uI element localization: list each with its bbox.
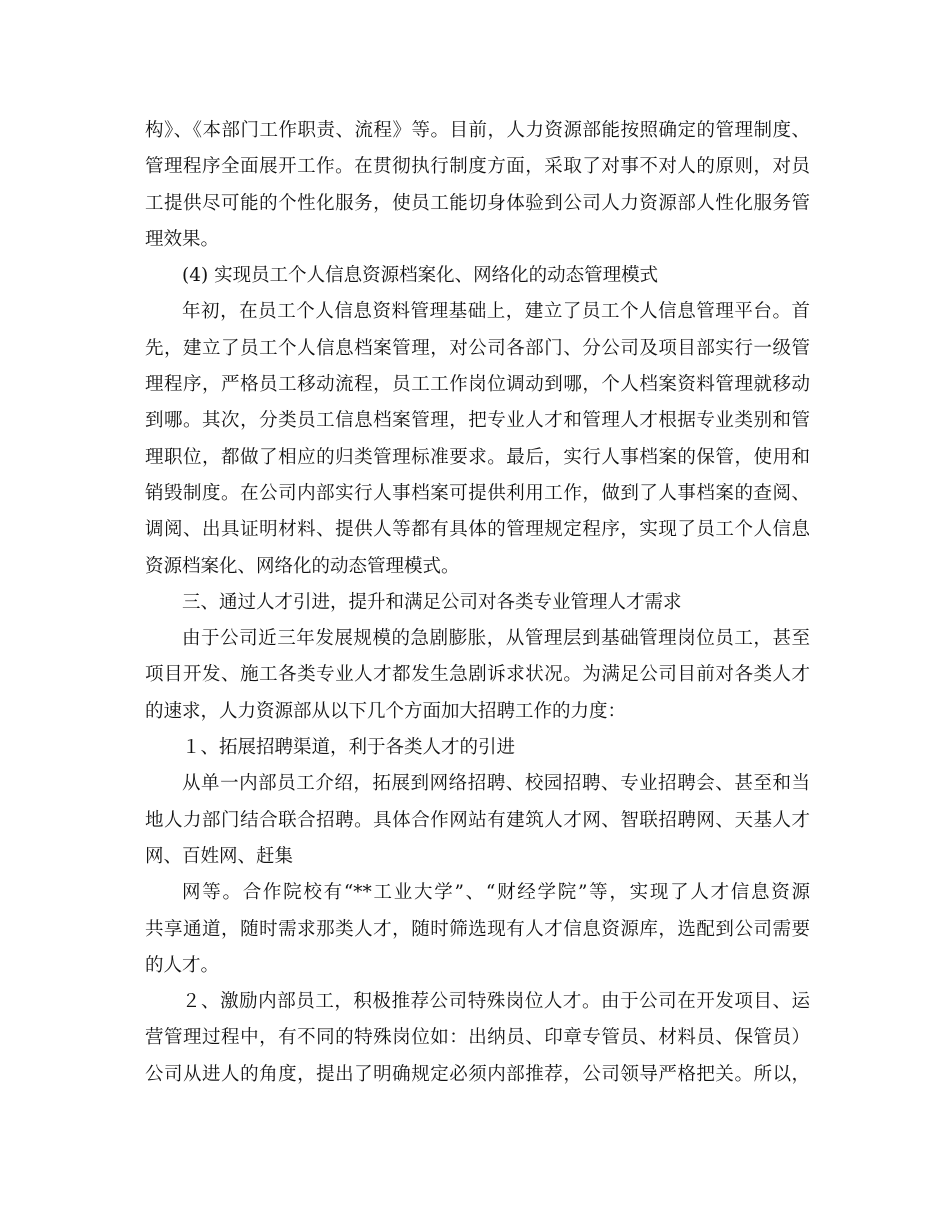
text-line: 由于公司近三年发展规模的急剧膨胀，从管理层到基础管理岗位员工，甚至: [182, 628, 810, 650]
text-line: (4) 实现员工个人信息资源档案化、网络化的动态管理模式: [182, 265, 659, 287]
text-line: 网等。合作院校有“**工业大学”、“财经学院”等，实现了人才信息资源: [182, 882, 810, 904]
text-line: ２、激励内部员工，积极推荐公司特殊岗位人才。由于公司在开发项目、运: [182, 991, 810, 1013]
text-line: 调阅、出具证明材料、提供人等都有具体的管理规定程序，实现了员工个人信息: [145, 519, 810, 541]
text-line: 理职位，都做了相应的归类管理标准要求。最后，实行人事档案的保管，使用和: [145, 446, 810, 468]
text-line: 网、百姓网、赶集: [145, 845, 294, 867]
document-body: [145, 113, 810, 1093]
text-line: 从单一内部员工介绍，拓展到网络招聘、校园招聘、专业招聘会、甚至和当: [182, 773, 810, 795]
text-line: 理效果。: [145, 228, 220, 250]
text-line: 公司从进人的角度，提出了明确规定必须内部推荐，公司领导严格把关。所以，: [145, 1063, 810, 1085]
text-line: 先，建立了员工个人信息档案管理，对公司各部门、分公司及项目部实行一级管: [145, 337, 810, 359]
text-line: 三、通过人才引进，提升和满足公司对各类专业管理人才需求: [182, 591, 682, 613]
text-line: 销毁制度。在公司内部实行人事档案可提供利用工作，做到了人事档案的查阅、: [145, 482, 810, 504]
text-line: 构》、《本部门工作职责、流程》等。目前，人力资源部能按照确定的管理制度、: [145, 120, 810, 141]
text-line: 项目开发、施工各类专业人才都发生急剧诉求状况。为满足公司目前对各类人才: [145, 664, 810, 686]
text-line: 的人才。: [145, 954, 220, 976]
text-line: 管理程序全面展开工作。在贯彻执行制度方面，采取了对事不对人的原则，对员: [145, 156, 810, 178]
text-line: 的速求，人力资源部从以下几个方面加大招聘工作的力度：: [145, 700, 627, 722]
text-line: 营管理过程中，有不同的特殊岗位如：出纳员、印章专管员、材料员、保管员）: [145, 1027, 810, 1049]
text-line: 工提供尽可能的个性化服务，使员工能切身体验到公司人力资源部人性化服务管: [145, 192, 810, 214]
text-line: 年初，在员工个人信息资料管理基础上，建立了员工个人信息管理平台。首: [182, 301, 810, 323]
text-line: 理程序，严格员工移动流程，员工工作岗位调动到哪，个人档案资料管理就移动: [145, 374, 810, 396]
text-line: １、拓展招聘渠道，利于各类人才的引进: [182, 737, 516, 759]
text-line: 共享通道，随时需求那类人才，随时筛选现有人才信息资源库，选配到公司需要: [145, 918, 810, 940]
text-line: 资源档案化、网络化的动态管理模式。: [145, 555, 460, 577]
text-line: 到哪。其次，分类员工信息档案管理，把专业人才和管理人才根据专业类别和管: [145, 410, 810, 432]
text-line: 地人力部门结合联合招聘。具体合作网站有建筑人才网、智联招聘网、天基人才: [145, 809, 810, 831]
